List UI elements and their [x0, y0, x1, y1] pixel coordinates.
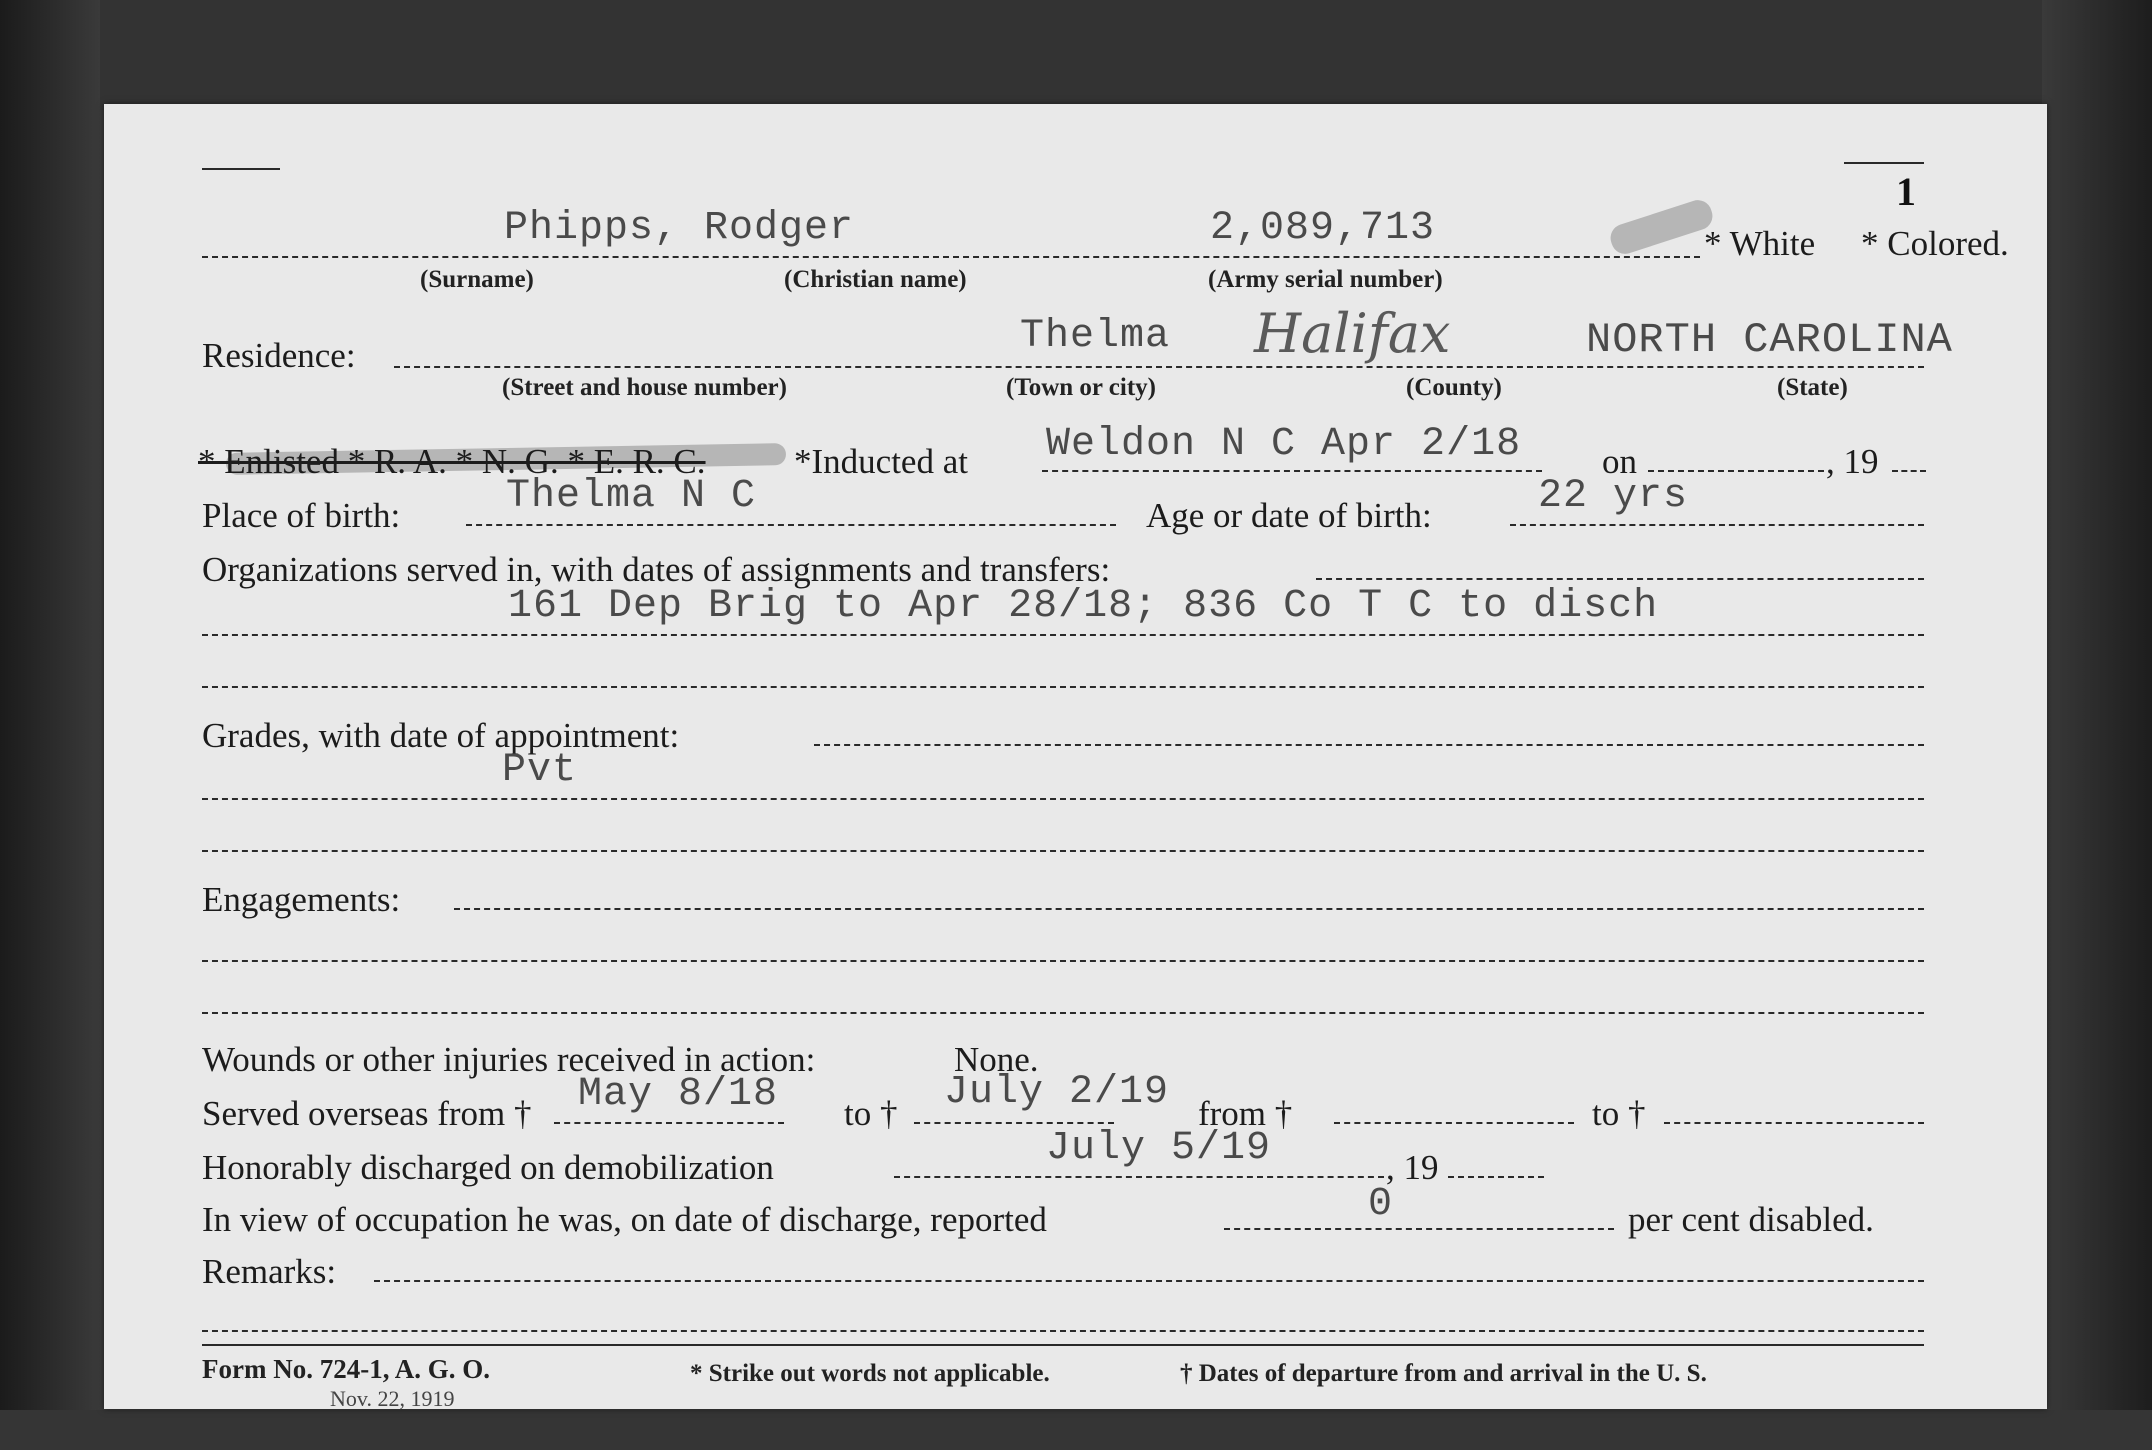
disability-suffix: per cent disabled. [1628, 1200, 1874, 1239]
grades-line-3 [202, 850, 1924, 852]
remarks-line-2 [202, 1330, 1924, 1332]
remarks-label: Remarks: [202, 1252, 337, 1291]
name-line [202, 256, 1700, 258]
engagements-label: Engagements: [202, 880, 401, 919]
age-label: Age or date of birth: [1146, 496, 1432, 535]
overseas-to2-label: to † [1592, 1094, 1646, 1133]
residence-county-handwritten: Halifax [1254, 302, 1451, 365]
overseas-to-line [914, 1122, 1114, 1124]
residence-line [394, 366, 1924, 368]
inducted-value: Weldon N C Apr 2/18 [1046, 422, 1522, 467]
serial-caption: (Army serial number) [1208, 266, 1443, 293]
scan-background-top [0, 0, 2152, 110]
engagements-line-3 [202, 1012, 1924, 1014]
disability-value: 0 [1368, 1182, 1394, 1227]
age-line [1510, 524, 1924, 526]
residence-state: NORTH CAROLINA [1586, 316, 1953, 364]
scan-background-right [2042, 0, 2152, 1450]
overseas-to-label: to † [844, 1094, 898, 1133]
birth-place-label: Place of birth: [202, 496, 401, 535]
inducted-on-line [1648, 470, 1824, 472]
overseas-from2-label: from † [1198, 1094, 1293, 1133]
overseas-to2-line [1664, 1122, 1924, 1124]
residence-town: Thelma [1020, 314, 1171, 359]
engagements-line-2 [202, 960, 1924, 962]
scan-background-left [0, 0, 100, 1450]
inducted-line [1042, 470, 1542, 472]
grades-line-1 [814, 744, 1924, 746]
birth-place-value: Thelma N C [506, 474, 757, 519]
state-caption: (State) [1777, 374, 1848, 401]
service-record-card [104, 104, 2047, 1409]
card-number: 1 [1896, 169, 1916, 214]
organizations-line-2 [202, 634, 1924, 636]
wounds-label: Wounds or other injuries received in action: [202, 1040, 816, 1079]
name-value: Phipps, Rodger [504, 206, 855, 251]
form-number: Form No. 724-1, A. G. O. [202, 1354, 490, 1384]
overseas-to-value: July 2/19 [944, 1070, 1170, 1115]
overseas-from-line [554, 1122, 784, 1124]
disability-label: In view of occupation he was, on date of discharge, reported [202, 1200, 1047, 1239]
remarks-line-1 [374, 1280, 1924, 1282]
discharge-label: Honorably discharged on demobilization [202, 1148, 774, 1187]
discharge-line [894, 1176, 1384, 1178]
race-strike-smudge [1607, 197, 1716, 258]
surname-caption: (Surname) [420, 266, 534, 293]
inducted-year-line [1892, 470, 1926, 472]
grades-value: Pvt [502, 748, 578, 793]
organizations-line-3 [202, 686, 1924, 688]
top-right-rule [1844, 162, 1924, 164]
footer-rule [202, 1344, 1924, 1346]
inducted-on-label: on [1602, 442, 1637, 481]
discharge-year-line [1448, 1176, 1544, 1178]
residence-label: Residence: [202, 336, 356, 375]
organizations-value: 161 Dep Brig to Apr 28/18; 836 Co T C to disch [508, 584, 1659, 629]
christian-name-caption: (Christian name) [784, 266, 967, 293]
race-colored-label: * Colored. [1861, 224, 2009, 263]
top-left-rule [202, 168, 280, 170]
overseas-from-value: May 8/18 [578, 1072, 779, 1117]
organizations-label: Organizations served in, with dates of assignments and transfers: [202, 550, 1111, 589]
inducted-year-label: , 19 [1826, 442, 1879, 481]
footer-note-dates: † Dates of departure from and arrival in the U. S. [1180, 1360, 1707, 1387]
footer-note-strike: * Strike out words not applicable. [690, 1360, 1050, 1387]
birth-place-line [466, 524, 1116, 526]
age-value: 22 yrs [1538, 474, 1689, 519]
county-caption: (County) [1406, 374, 1502, 401]
serial-value: 2,089,713 [1210, 206, 1436, 251]
overseas-from2-line [1334, 1122, 1574, 1124]
grades-label: Grades, with date of appointment: [202, 716, 680, 755]
wounds-value: None. [954, 1040, 1039, 1079]
engagements-line-1 [454, 908, 1924, 910]
race-white-label: * White [1704, 224, 1816, 263]
grades-line-2 [202, 798, 1924, 800]
discharge-year-label: , 19 [1386, 1148, 1439, 1187]
overseas-from-label: Served overseas from † [202, 1094, 532, 1133]
scan-background-bottom [0, 1410, 2152, 1450]
disability-line [1224, 1228, 1614, 1230]
organizations-line-1 [1316, 578, 1924, 580]
discharge-value: July 5/19 [1046, 1126, 1272, 1171]
inducted-label: *Inducted at [794, 442, 968, 481]
enlisted-struck-text: * Enlisted * R. A. * N. G. * E. R. C. [198, 442, 706, 481]
street-caption: (Street and house number) [502, 374, 787, 401]
town-caption: (Town or city) [1006, 374, 1156, 401]
form-date: Nov. 22, 1919 [330, 1386, 455, 1409]
